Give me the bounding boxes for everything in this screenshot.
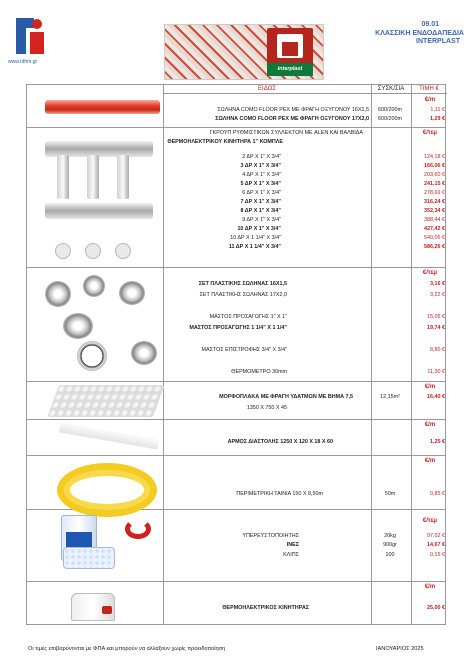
unit-joint: €/m	[424, 422, 436, 428]
table-row: 4 ΔΡ Χ 1" Χ 3/4" 203,60 €	[242, 172, 445, 178]
catalog-code: 09.01	[421, 21, 439, 28]
table-row: 3 ΔΡ Χ 1" Χ 3/4" 166,06 €	[240, 163, 445, 169]
unit-actuator: €/m	[424, 584, 436, 590]
table-row: 1350 Χ 750 Χ 45	[246, 405, 287, 411]
table-row: 2 ΔΡ Χ 1" Χ 3/4" 124,18 €	[242, 154, 445, 160]
table-row: ΜΑΣΤΟΣ ΠΡΟΣΑΓΩΓΗΣ 1 1/4" Χ 1 1/4" 19,74 €	[189, 325, 445, 331]
table-row: ΜΑΣΤΟΣ ΠΡΟΣΑΓΩΓΗΣ 1" Χ 1" 15,05 €	[209, 314, 445, 320]
unit-plate: €/m	[424, 384, 436, 390]
price-table	[26, 84, 446, 625]
table-row: ΑΡΜΟΣ ΔΙΑΣΤΟΛΗΣ 1250 Χ 120 Χ 18 Χ 60 1,25 €	[227, 439, 445, 445]
table-row: 10 ΔΡ Χ 1" Χ 3/4" 427,42 €	[237, 226, 445, 232]
table-row: ΥΠΕΡΕΥΣΤΟΠΟΙΗΤΗΣ 20kg 97,02 €	[242, 533, 445, 539]
col-header-pack: ΣΥΣΚ/ΣΙΑ	[371, 85, 411, 94]
table-row: 10 ΔΡ Χ 1 1/4" Χ 3/4" 540,06 €	[230, 235, 445, 241]
table-row: ΠΕΡΙΜΕΤΡΙΚΗ ΤΑΙΝΙΑ 150 Χ 8,50m 50m 0,85 €	[236, 491, 445, 497]
page-header	[0, 0, 474, 84]
unit-strip: €/m	[424, 458, 436, 464]
molded-plate-image	[47, 385, 165, 417]
col-header-desc: ΕΙΔΟΣ	[163, 85, 371, 94]
table-row: ΣΩΛΗΝΑ COMO FLOOR PEX ΜΕ ΦΡΑΓΗ ΟΞΥΓΟΝΟΥ 16Χ1,5 600/200m 1,11 €	[217, 107, 445, 113]
table-row: 7 ΔΡ Χ 1" Χ 3/4" 316,24 €	[240, 199, 445, 205]
table-row: ΚΛΙΠΣ 100 0,15 €	[283, 552, 445, 558]
table-row: 11 ΔΡ Χ 1 1/4" Χ 3/4" 586,26 €	[228, 244, 445, 250]
table-row: 9 ΔΡ Χ 1" Χ 3/4" 388,44 €	[242, 217, 445, 223]
footer-note: Οι τιμές επιβαρύνονται με ΦΠΑ και μπορούν να αλλάξουν χωρίς προειδοποίηση	[28, 646, 226, 652]
table-row: ΘΕΡΜΟΗΛΕΚΤΡΙΚΟΣ ΚΙΝΗΤΗΡΑΣ 25,00 €	[222, 605, 445, 611]
table-row: 6 ΔΡ Χ 1" Χ 3/4" 278,69 €	[242, 190, 445, 196]
table-row: ΙΝΕΣ 900gr 14,67 €	[286, 542, 445, 548]
footer-date: ΙΑΝΟΥΑΡΙΟΣ 2025	[376, 646, 424, 652]
table-row: ΣΩΛΗΝΑ COMO FLOOR PEX ΜΕ ΦΡΑΓΗ ΟΞΥΓΟΝΟΥ 17Χ2,0 600/200m 1,29 €	[215, 116, 445, 122]
table-row: 5 ΔΡ Χ 1" Χ 3/4" 241,15 €	[240, 181, 445, 187]
table-row: 8 ΔΡ Χ 1" Χ 3/4" 352,34 €	[240, 208, 445, 214]
unit-fittings: €/τεμ	[422, 270, 438, 276]
unit-manifold: €/τεμ	[422, 130, 438, 136]
unit-additive: €/τεμ	[422, 518, 438, 524]
col-header-price: ΤΙΜΗ €	[411, 85, 447, 94]
unit-pipe: €/m	[424, 97, 436, 103]
table-row: ΜΑΣΤΟΣ ΕΠΙΣΤΡΟΦΗΣ 3/4" Χ 3/4" 8,80 €	[201, 347, 445, 353]
logo-url: www.rdhm.gr	[8, 59, 38, 65]
table-row: ΜΟΡΦΟΠΛΑΚΑ ΜΕ ΦΡΑΓΗ ΥΔΑΤΜΩΝ ΜΕ ΒΗΜΑ 7,5 12,15m² 16,40 €	[219, 394, 445, 400]
catalog-brand: INTERPLAST	[416, 38, 460, 45]
catalog-title: ΚΛΑΣΣΙΚΗ ΕΝΔΟΔΑΠΕΔΙΑ	[375, 30, 464, 37]
table-row: ΣΕΤ ΠΛΑΣΤΙΚΗΣ ΣΩΛΗΝΑΣ 16Χ1,5 3,16 €	[198, 281, 445, 287]
table-row: ΘΕΡΜΟΜΕΤΡΟ 30mm 11,30 €	[231, 369, 445, 375]
table-row: ΓΚΡΟΥΠ ΡΥΘΜΙΣΤΙΚΩΝ ΣΥΛΛΕΚΤΩΝ ΜΕ ALEN ΚΑΙ ΒΑΛΒΙΔΑ	[209, 130, 363, 136]
interplast-logo: interplast	[267, 63, 313, 76]
table-row: ΘΕΡΜΟΗΛΕΚΤΡΙΚΟΥ ΚΙΝΗΤΗΡΑ 1" ΚΟΜΠΛΕ	[167, 139, 283, 145]
table-row: ΣΕΤ ΠΛΑΣΤΙΚΗΣ ΣΩΛΗΝΑΣ 17Χ2,0 3,22 €	[199, 292, 445, 298]
